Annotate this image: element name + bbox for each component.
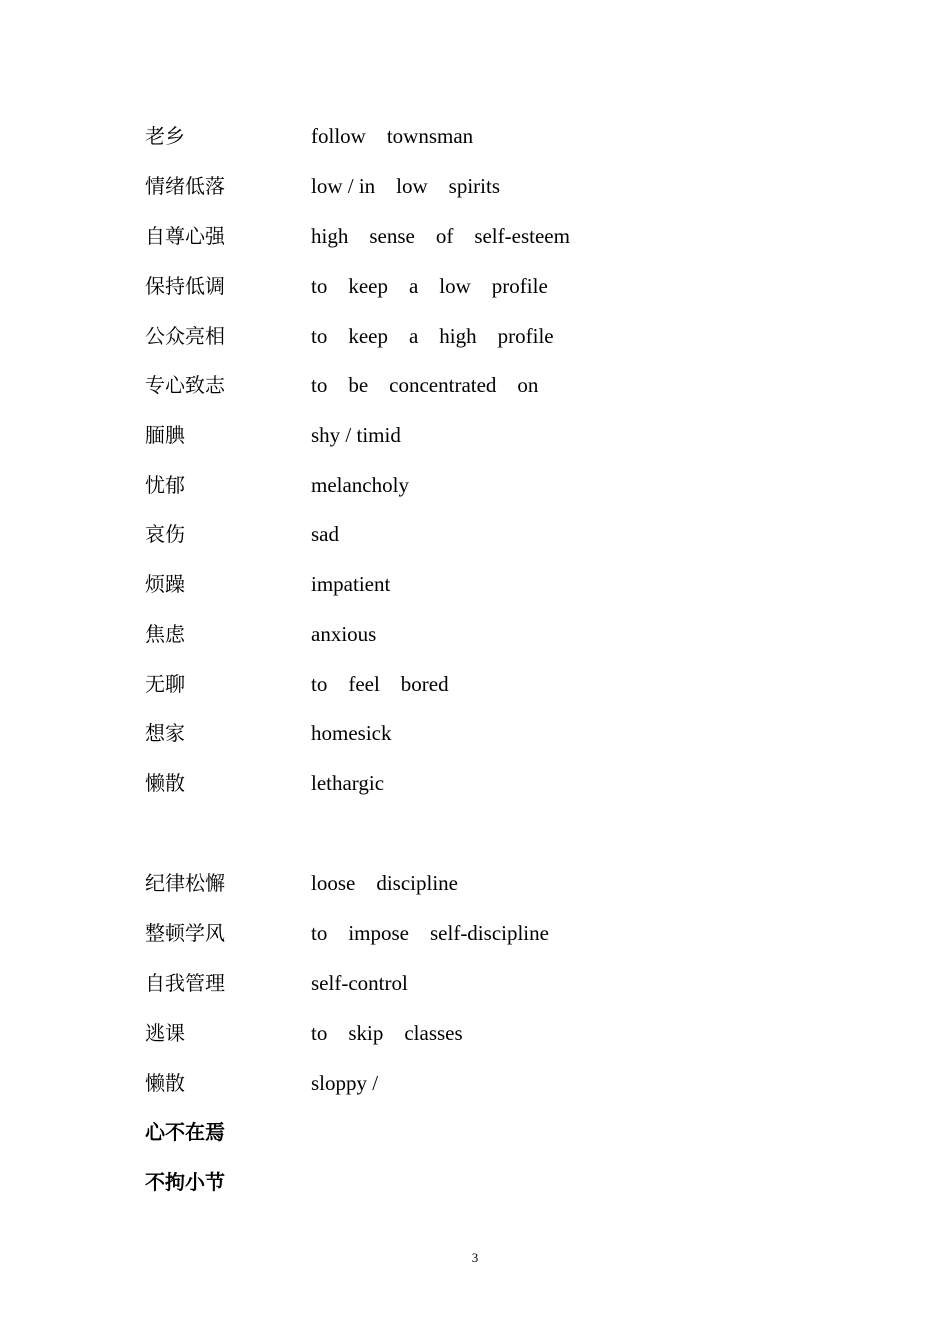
english-translation: sloppy / xyxy=(311,1071,379,1095)
vocab-entry xyxy=(145,171,845,201)
vocab-entry xyxy=(145,619,845,649)
vocab-entry xyxy=(145,718,845,748)
vocab-entry xyxy=(145,768,845,798)
chinese-term: 整顿学风 xyxy=(145,921,225,945)
chinese-term: 无聊 xyxy=(145,672,185,696)
english-translation: to impose self-discipline xyxy=(311,921,549,945)
english-translation: to keep a low profile xyxy=(311,274,548,298)
chinese-term: 哀伤 xyxy=(145,522,185,546)
chinese-term: 腼腆 xyxy=(145,423,185,447)
vocab-entry xyxy=(145,1117,845,1147)
vocab-entry xyxy=(145,221,845,251)
chinese-term: 纪律松懈 xyxy=(145,871,225,895)
chinese-term: 老乡 xyxy=(145,124,185,148)
english-translation: shy / timid xyxy=(311,423,401,447)
english-translation: lethargic xyxy=(311,771,385,795)
vocab-entry xyxy=(145,569,845,599)
vocab-entry xyxy=(145,918,845,948)
english-translation: high sense of self-esteem xyxy=(311,224,570,248)
english-translation: to keep a high profile xyxy=(311,324,554,348)
chinese-term: 心不在焉 xyxy=(145,1120,225,1144)
english-translation: low / in low spirits xyxy=(311,174,501,198)
vocab-entry xyxy=(145,420,845,450)
chinese-term: 焦虑 xyxy=(145,622,185,646)
chinese-term: 想家 xyxy=(145,721,185,745)
english-translation: follow townsman xyxy=(311,124,474,148)
vocab-entry xyxy=(145,968,845,998)
vocab-entry xyxy=(145,370,845,400)
page-number: 3 xyxy=(471,1250,479,1265)
english-translation: to skip classes xyxy=(311,1021,463,1045)
vocab-entry xyxy=(145,519,845,549)
english-translation: self-control xyxy=(311,971,408,995)
english-translation: loose discipline xyxy=(311,871,458,895)
english-translation: sad xyxy=(311,522,339,546)
vocab-entry xyxy=(145,669,845,699)
english-translation: homesick xyxy=(311,721,392,745)
chinese-term: 公众亮相 xyxy=(145,324,225,348)
vocab-entry xyxy=(145,1068,845,1098)
chinese-term: 烦躁 xyxy=(145,572,185,596)
english-translation: melancholy xyxy=(311,473,409,497)
chinese-term: 保持低调 xyxy=(145,274,225,298)
vocab-entry xyxy=(145,868,845,898)
vocab-entry xyxy=(145,321,845,351)
vocab-entry xyxy=(145,1167,845,1197)
chinese-term: 逃课 xyxy=(145,1021,185,1045)
chinese-term: 情绪低落 xyxy=(145,174,225,198)
english-translation: impatient xyxy=(311,572,391,596)
vocab-entry xyxy=(145,271,845,301)
chinese-term: 自尊心强 xyxy=(145,224,225,248)
english-translation: to feel bored xyxy=(311,672,449,696)
vocab-entry xyxy=(145,470,845,500)
chinese-term: 忧郁 xyxy=(145,473,185,497)
chinese-term: 不拘小节 xyxy=(145,1170,225,1194)
english-translation: to be concentrated on xyxy=(311,373,539,397)
chinese-term: 懒散 xyxy=(145,771,185,795)
chinese-term: 懒散 xyxy=(145,1071,185,1095)
english-translation: anxious xyxy=(311,622,377,646)
chinese-term: 专心致志 xyxy=(145,373,225,397)
chinese-term: 自我管理 xyxy=(145,971,225,995)
vocab-entry xyxy=(145,121,845,151)
vocab-entry xyxy=(145,1018,845,1048)
